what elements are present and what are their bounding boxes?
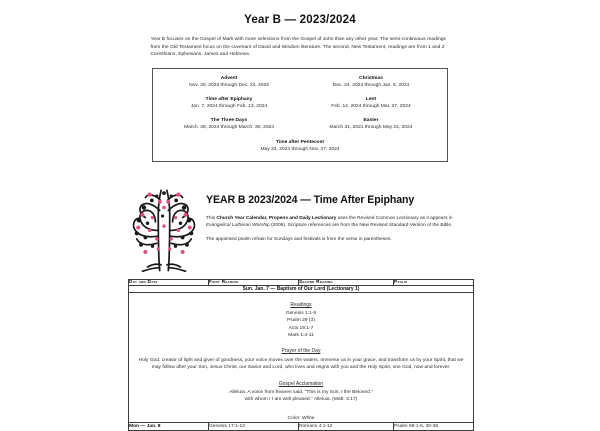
sunday-banner: Sun. Jan. 7 — Baptism of Our Lord (Lectionary 1) [129, 285, 474, 292]
prayer-title: Prayer of the Day [281, 348, 321, 355]
intro-block [148, 36, 453, 59]
intro-paragraph: Year B focuses on the Gospel of Mark with more selections from the Gospel of John than any other year. The semi-continuous readings from the Old Testament focus on the covenant of David and Wisdom literature. The second, New Testament, readings are from 1 and 2 Corinthians, Ephesians, James and Hebrews. [150, 37, 446, 58]
season-christmas [303, 75, 439, 89]
cell-first-reading: Genesis 17:1-13 [209, 422, 299, 430]
acclamation-block [129, 381, 473, 404]
desc-suffix: (2006). Scripture references are from the New Revised Standard Version of the Bible. [269, 222, 453, 228]
season-name: Time after Epiphany [205, 96, 253, 102]
acclamation-line-1: Alleluia. A voice from heaven said, "This is my Son, I the Beloved," [229, 390, 373, 396]
reading-genesis: Genesis 1:1-5 [285, 311, 317, 316]
season-name: The Three Days [210, 118, 248, 124]
season-range: May 23, 2024 through Nov. 27, 2024 [260, 147, 340, 153]
readings-title: Readings [290, 301, 312, 308]
tree-of-life-logo-icon [128, 186, 200, 272]
column-header-second-reading: Second Reading [299, 279, 394, 285]
season-range: Dec. 24, 2023 through Jan. 6, 2024 [332, 82, 410, 88]
seasons-box [152, 68, 448, 162]
season-name: Lent [365, 96, 377, 102]
reading-acts: Acts 19:1-7 [288, 325, 314, 331]
season-range: Jan. 7, 2024 through Feb. 13, 2024 [190, 103, 268, 109]
color-line: Color: White [287, 415, 315, 421]
column-header-first-reading: First Reading [209, 279, 299, 285]
cell-psalm: Psalm 69:1-5, 30-36 [394, 422, 474, 430]
reading-psalm: Psalm 29 (3) [287, 318, 315, 324]
lectionary-title: YEAR B 2023/2024 — Time After Epiphany [206, 193, 415, 206]
season-range: March 31, 2021 through May 22, 2024 [329, 125, 413, 131]
season-advent [161, 75, 297, 89]
lectionary-description [206, 215, 473, 230]
desc-prefix: This [206, 215, 217, 221]
desc-italic: Evangelical Lutheran Worship [206, 222, 270, 228]
lectionary-note: The appointed psalm refrain for Sundays and festivals is from the verse in parentheses. [206, 236, 392, 242]
table-row [129, 422, 474, 430]
season-name: Easter [363, 118, 379, 124]
season-name: Advent [220, 75, 238, 81]
readings-block [129, 302, 473, 340]
season-name: Christmas [359, 75, 383, 81]
season-time-after-epiphany [161, 96, 297, 110]
table-row-sunday-banner [129, 285, 474, 292]
overview-section [0, 0, 600, 162]
cell-second-reading: Romans 4:1-12 [299, 422, 394, 430]
column-header-day-and-date: Day and Date [129, 279, 209, 285]
season-range: Feb. 14, 2024 through Mar. 27, 2024 [331, 103, 411, 109]
column-header-psalm: Psalm [394, 279, 474, 285]
season-range: March. 28, 2024 through March. 30, 2024 [184, 125, 274, 131]
acclamation-line-2: with whom I I am well pleased." Alleluia. (Matt. 3:17) [244, 397, 358, 403]
season-easter [303, 117, 439, 131]
sunday-detail-cell [129, 292, 474, 422]
seasons-grid [161, 75, 439, 154]
reading-mark: Mark 1:4-11 [288, 332, 314, 338]
season-three-days [161, 117, 297, 131]
prayer-body: Holy God, creator of light and giver of goodness, your voice moves over the waters. Immerse us in your grace, and transform us by your Spirit, that we may follow after your Son, Jesus Christ, our Savior and Lord, who lives and reigns with you and the Holy Spirit, one God, now and forever. [138, 357, 464, 371]
acclamation-title: Gospel Acclamation [278, 380, 324, 387]
season-lent [303, 96, 439, 110]
desc-mid: uses the Revised Common Lectionary as it appears in [336, 215, 453, 221]
page-title: Year B — 2023/2024 [244, 14, 356, 26]
season-name: Time after Pentecost [275, 140, 325, 146]
prayer-block [129, 348, 473, 372]
lectionary-header [128, 184, 473, 272]
table-row-sunday-detail [129, 292, 474, 422]
lectionary-section [0, 184, 600, 431]
desc-bold: Church Year Calendar, Propens and Daily Lectionary [216, 215, 337, 221]
season-range: Nov. 30, 2023 through Dec. 24, 2023 [189, 82, 269, 88]
season-time-after-pentecost [161, 139, 439, 153]
lectionary-heading-block [206, 184, 473, 250]
cell-day-and-date: Mon — Jan. 8 [129, 422, 209, 430]
lectionary-table [128, 279, 474, 431]
